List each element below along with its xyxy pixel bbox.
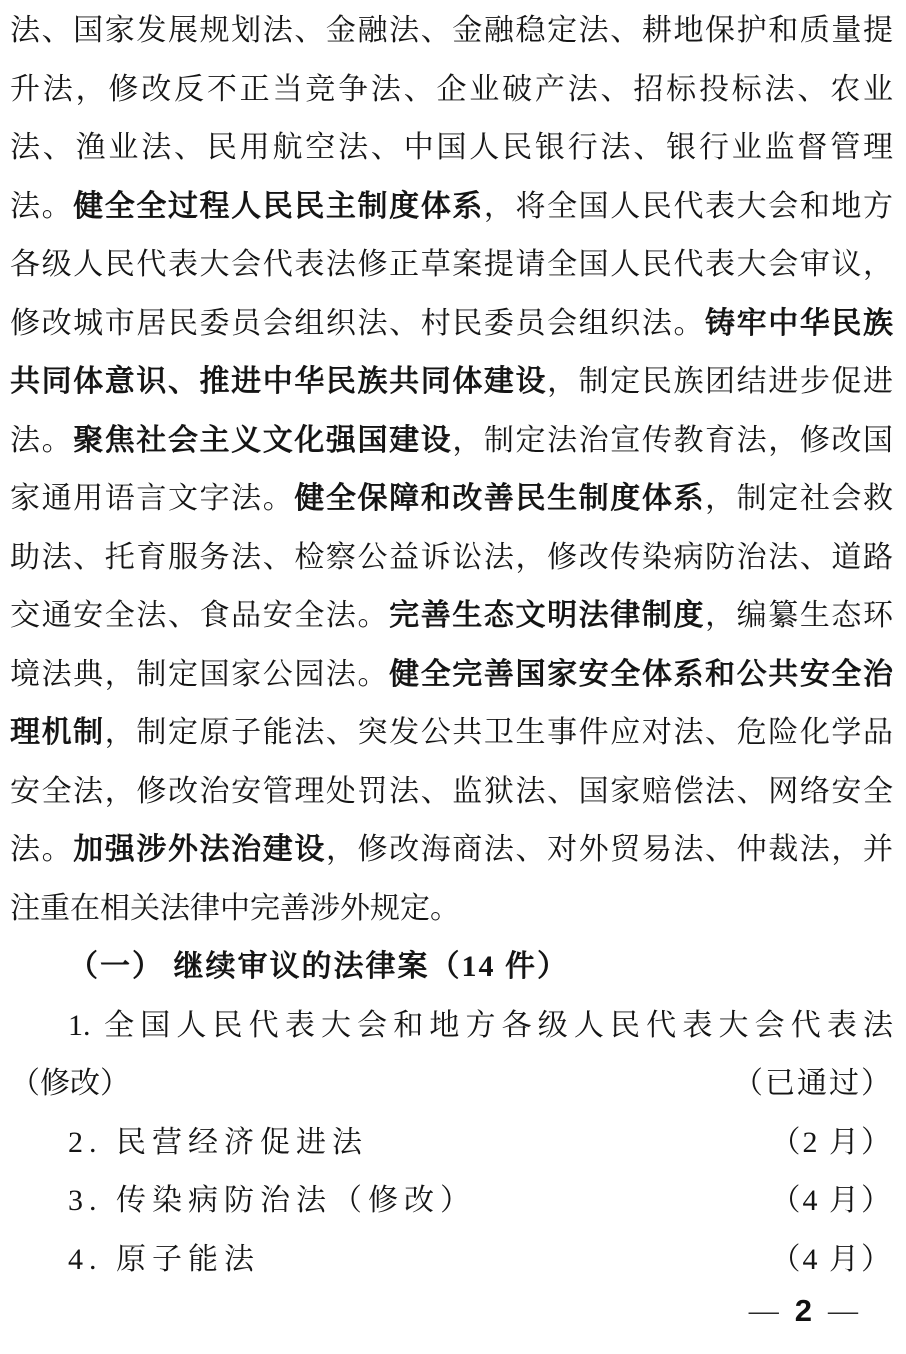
emphasized-text: 健全全过程人民民主制度体系 bbox=[73, 189, 484, 223]
body-text: ，制定原子能法、突发公共卫生事件应对法、危险化学品 bbox=[104, 716, 894, 749]
footer-dash-right: — bbox=[828, 1294, 858, 1327]
body-text: 安全法，修改治安管理处罚法、监狱法、国家赔偿法、网络安全 bbox=[10, 774, 893, 808]
body-text: 境法典，制定国家公园法。 bbox=[10, 657, 390, 691]
body-text: ，制定社会救 bbox=[705, 482, 894, 515]
body-text: 各级人民代表大会代表法修正草案提请全国人民代表大会审议， bbox=[10, 248, 893, 281]
law-item-schedule: （4 月） bbox=[770, 1184, 893, 1217]
body-line bbox=[10, 119, 893, 178]
body-text: 法。 bbox=[10, 423, 74, 457]
law-item bbox=[10, 1172, 893, 1231]
body-text: 交通安全法、食品安全法。 bbox=[10, 599, 390, 632]
body-line bbox=[10, 236, 893, 295]
body-line bbox=[10, 61, 893, 120]
page-number: 2 bbox=[794, 1293, 812, 1328]
emphasized-text: 完善生态文明法律制度 bbox=[389, 599, 706, 632]
body-text: 家通用语言文字法。 bbox=[10, 482, 295, 515]
law-item-schedule: （已通过） bbox=[733, 1067, 893, 1100]
law-item-continuation bbox=[10, 1055, 893, 1114]
law-item-schedule: （4 月） bbox=[770, 1242, 893, 1276]
body-text: ，编纂生态环 bbox=[705, 599, 894, 632]
body-text: 升法，修改反不正当竞争法、企业破产法、招标投标法、农业 bbox=[10, 72, 893, 106]
law-item-text: 2. 民营经济促进法 bbox=[68, 1125, 368, 1159]
body-text: 法、渔业法、民用航空法、中国人民银行法、银行业监督管理 bbox=[10, 131, 893, 164]
page-footer bbox=[749, 1290, 858, 1332]
body-line bbox=[10, 178, 893, 237]
law-item bbox=[10, 1231, 893, 1290]
body-line bbox=[10, 704, 893, 763]
law-item bbox=[10, 1114, 893, 1173]
law-item-schedule: （2 月） bbox=[770, 1125, 893, 1159]
law-item-text: 3. 传染病防治法（修改） bbox=[68, 1184, 476, 1217]
law-item-text: 4. 原子能法 bbox=[68, 1242, 260, 1276]
body-line bbox=[10, 295, 893, 354]
body-line bbox=[10, 470, 893, 529]
body-line bbox=[10, 2, 893, 61]
text-column bbox=[0, 2, 906, 1289]
body-line bbox=[10, 880, 893, 939]
body-text: ，将全国人民代表大会和地方 bbox=[483, 189, 894, 223]
body-line bbox=[10, 587, 893, 646]
body-line bbox=[10, 763, 893, 822]
emphasized-text: 共同体意识、推进中华民族共同体建设 bbox=[10, 365, 548, 398]
body-text: 法、国家发展规划法、金融法、金融稳定法、耕地保护和质量提 bbox=[10, 14, 893, 47]
body-text: 修改城市居民委员会组织法、村民委员会组织法。 bbox=[10, 306, 706, 340]
emphasized-text: 理机制 bbox=[10, 716, 105, 749]
emphasized-text: 铸牢中华民族 bbox=[705, 306, 894, 340]
section-heading: （一） 继续审议的法律案（14 件） bbox=[68, 950, 569, 983]
body-line bbox=[10, 646, 893, 705]
body-line bbox=[10, 353, 893, 412]
body-text: ，修改海商法、对外贸易法、仲裁法，并 bbox=[325, 833, 894, 866]
footer-dash-left: — bbox=[748, 1294, 779, 1327]
emphasized-text: 健全完善国家安全体系和公共安全治 bbox=[389, 657, 894, 691]
law-item-title: 1. 全国人民代表大会和地方各级人民代表大会代表法 bbox=[68, 1008, 893, 1042]
emphasized-text: 聚焦社会主义文化强国建设 bbox=[73, 423, 453, 457]
body-text: 注重在相关法律中完善涉外规定。 bbox=[10, 891, 460, 925]
emphasized-text: 健全保障和改善民生制度体系 bbox=[294, 482, 706, 515]
emphasized-text: 加强涉外法治建设 bbox=[73, 833, 326, 866]
law-item-text: （修改） bbox=[10, 1067, 130, 1100]
body-text: ，制定民族团结进步促进 bbox=[547, 365, 894, 398]
body-text: 助法、托育服务法、检察公益诉讼法，修改传染病防治法、道路 bbox=[10, 540, 893, 574]
body-text: 法。 bbox=[10, 189, 74, 223]
body-line bbox=[10, 821, 893, 880]
body-line bbox=[10, 529, 893, 588]
body-text: ，制定法治宣传教育法，修改国 bbox=[452, 423, 894, 457]
body-line bbox=[10, 412, 893, 471]
body-text: 法。 bbox=[10, 833, 74, 866]
